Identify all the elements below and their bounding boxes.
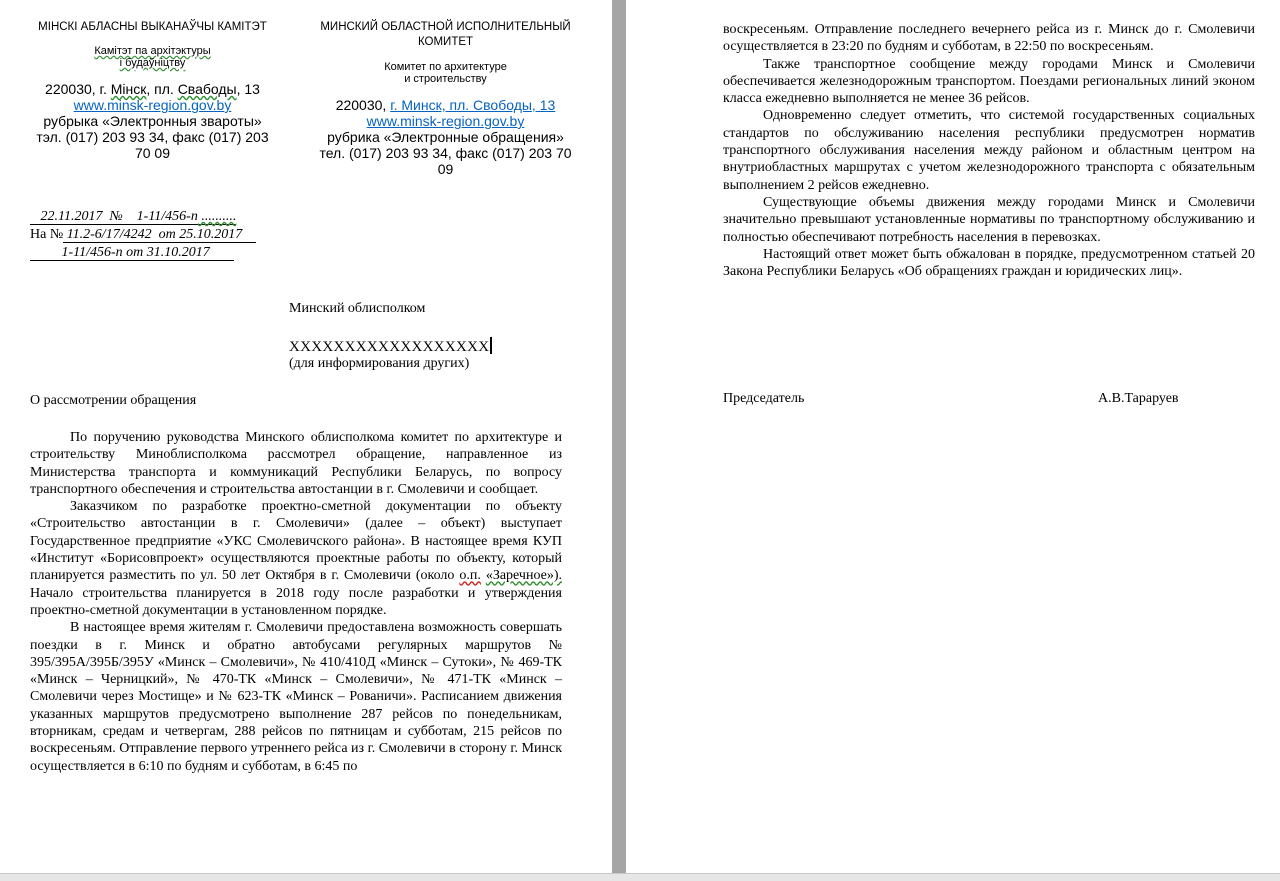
dept-line-1-by: Камітэт па архітэктуры bbox=[94, 45, 211, 57]
letterhead-belarusian bbox=[30, 20, 275, 161]
rubric-by: рубрыка «Электронныя звароты» bbox=[43, 113, 262, 129]
letter-body-page-1[interactable] bbox=[30, 429, 562, 775]
paragraph-rail: Также транспортное сообщение между городами Минск и Смолевичи обеспечивается железнодорожным транспортом. Поездами региональных линий эконом класса ежедневно выполняется не менее 36 рейсов. bbox=[723, 56, 1255, 107]
org-name-ru-2: КОМИТЕТ bbox=[417, 36, 474, 48]
dept-line-2-by: і будаўніцтву bbox=[119, 57, 186, 69]
addressee-org: Минский облисполком bbox=[289, 301, 426, 316]
signature-title: Председатель bbox=[723, 391, 805, 406]
incoming-reference-2: 1-11/456-п от 31.10.2017 bbox=[30, 245, 234, 261]
org-name-by: МІНСКІ АБЛАСНЫ ВЫКАНАЎЧЫ КАМІТЭТ bbox=[38, 21, 267, 33]
paragraph-1: По поручению руководства Минского облисполкома комитет по архитектуре и строительству Миноблисполкома рассмотрел обращение, направленное из Министерства транспорта и коммуникаций Республики Беларусь, по вопросу транспортного обеспечения и строительства автостанции в г. Смолевичи и сообщает. bbox=[30, 430, 562, 497]
org-name-ru-1: МИНСКИЙ ОБЛАСТНОЙ ИСПОЛНИТЕЛЬНЫЙ bbox=[320, 21, 571, 33]
letterhead-russian bbox=[318, 20, 573, 177]
paragraph-3: В настоящее время жителям г. Смолевичи предоставлена возможность совершать поездки в г. Минск и обратно автобусами регулярных маршрутов № 395/395А/395Б/395У «Минск – Смолевичи», № 410/410Д «Минск – Сутоки», № 469-ТК «Минск – Черницкий», № 470-ТК «Минск – Смолевичи», № 471-ТК «Минск – Смолевичи через Мостище» и № 623-ТК «Минск – Рованичи». Расписанием движения указанных маршрутов предусмотрено выполнение 287 рейсов по понедельникам, вторникам, средам и четвергам, 288 рейсов по пятницам и субботам, 215 рейсов по воскресеньям. Отправление первого утреннего рейса из г. Смолевичи в сторону г. Минск осуществляется в 6:10 по будням и субботам, в 6:45 по bbox=[30, 620, 562, 774]
phone-line-2-ru: 09 bbox=[437, 161, 454, 177]
text-cursor bbox=[490, 337, 492, 354]
phone-line-1-by: тэл. (017) 203 93 34, факс (017) 203 bbox=[36, 129, 269, 145]
dept-line-2-ru: и строительству bbox=[404, 73, 487, 85]
paragraph-2: Заказчиком по разработке проектно-сметной документации по объекту «Строительство автостанции в г. Смолевичи» (далее – объект) выступает Государственное предприятие «УКС Смолевичского района». В настоящее время КУП «Институт «Борисовпроект» осуществляются проектные работы по объекту, который планируется разместить по ул. 50 лет Октября в г. Смолевичи (около о.п. «Заречное»). Начало строительства планируется в 2018 году после разработки и утверждения проектно-сметной документации в установленном порядке. bbox=[30, 499, 563, 618]
document-page-2 bbox=[626, 0, 1280, 873]
addressee-name: XXXXXXXXXXXXXXXXXX bbox=[289, 337, 492, 355]
website-link-ru[interactable]: www.minsk-region.gov.by bbox=[366, 113, 525, 129]
document-page-1 bbox=[0, 0, 612, 873]
phone-line-1-ru: тел. (017) 203 93 34, факс (017) 203 70 bbox=[319, 145, 572, 161]
rubric-ru: рубрика «Электронные обращения» bbox=[327, 129, 564, 145]
phone-line-2-by: 70 09 bbox=[134, 145, 171, 161]
letter-body-page-2[interactable] bbox=[723, 21, 1255, 280]
website-link-by[interactable]: www.minsk-region.gov.by bbox=[73, 97, 232, 113]
paragraph-standards: Одновременно следует отметить, что системой государственных социальных стандартов по обслуживанию населения республики предусмотрен норматив транспортного обслуживания населения между районом и областным центром на внутриобластных маршрутах с учетом железнодорожного транспорта с обязательным выполнением 2 рейсов ежедневно. bbox=[723, 108, 1255, 193]
paragraph-continued: воскресеньям. Отправление последнего вечернего рейса из г. Минск до г. Смолевичи осуществляется в 23:20 по будням и субботам, в 22:50 по воскресеньям. bbox=[723, 22, 1255, 55]
address-by: 220030, г. Мінск, пл. Свабоды, 13 bbox=[45, 81, 260, 97]
page-separator bbox=[612, 0, 626, 880]
subject-line: О рассмотрении обращения bbox=[30, 393, 197, 408]
incoming-reference: На № 11.2-6/17/4242 от 25.10.2017 bbox=[30, 227, 256, 243]
addressee-note: (для информирования других) bbox=[289, 356, 470, 371]
paragraph-appeal: Настоящий ответ может быть обжалован в порядке, предусмотренном статьей 20 Закона Республики Беларусь «Об обращениях граждан и юридических лиц». bbox=[723, 246, 1255, 280]
address-ru: 220030, г. Минск, пл. Свободы, 13 bbox=[335, 97, 556, 113]
paragraph-volumes: Существующие объемы движения между городами Минск и Смолевичи значительно превышают установленные нормативы по транспортному обслуживанию и полностью обеспечивают потребность населения в перевозках. bbox=[723, 194, 1255, 245]
signature-name: А.В.Тараруев bbox=[1098, 391, 1179, 406]
outgoing-number: 22.11.2017 № 1-11/456-п .......... bbox=[30, 209, 236, 225]
dept-line-1-ru: Комитет по архитектуре bbox=[384, 61, 507, 73]
